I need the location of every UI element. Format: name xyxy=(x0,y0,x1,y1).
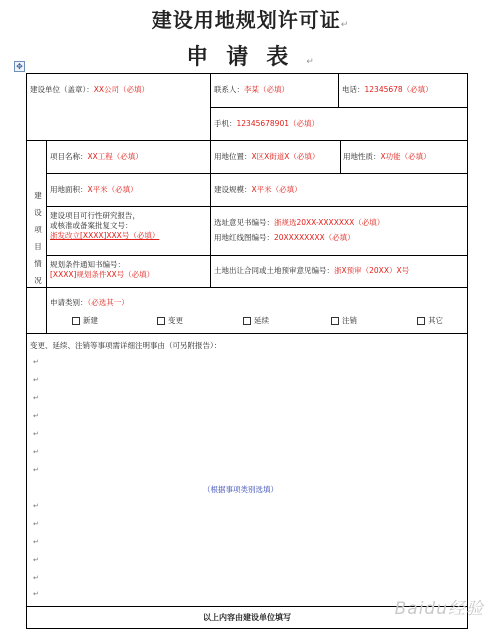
contact-label: 联系人： xyxy=(214,85,244,94)
row-divider xyxy=(26,287,468,288)
redline-map-label: 用地红线图编号： xyxy=(214,233,274,242)
side-char: 情 xyxy=(34,259,42,268)
application-type-label: 申请类别： xyxy=(50,298,88,307)
feasibility-label-line2: 或核准或备案批复文号： xyxy=(50,221,133,230)
planning-notice-label: 规划条件通知书编号： xyxy=(50,260,125,269)
phone-field xyxy=(342,85,433,95)
land-area-field xyxy=(50,185,138,195)
option-cancel[interactable]: 注销 xyxy=(331,316,357,326)
applicant-label: 建设单位（盖章）： xyxy=(30,85,94,94)
checkbox-cancel[interactable] xyxy=(331,317,339,325)
location-value[interactable]: X区X街道X（必填） xyxy=(251,152,320,161)
feasibility-report-field xyxy=(50,211,159,241)
application-type-field xyxy=(50,298,129,308)
phone-label: 电话： xyxy=(342,85,365,94)
mobile-field xyxy=(214,119,319,129)
land-area-label: 用地面积： xyxy=(50,185,88,194)
side-char: 况 xyxy=(34,276,42,285)
land-area-value[interactable]: X平米（必填） xyxy=(87,185,138,194)
col-divider xyxy=(340,140,341,173)
feasibility-value[interactable]: 浙发改立[XXXX]XXX号（必填） xyxy=(50,231,160,240)
site-opinion-value[interactable]: 浙规选20XX-XXXXXXX（必填） xyxy=(274,218,385,227)
table-move-handle-icon[interactable]: ✥ xyxy=(14,61,25,72)
option-extend[interactable]: 延续 xyxy=(243,316,269,326)
table-border-top xyxy=(26,73,468,74)
table-border-right xyxy=(467,73,468,629)
checkbox-other[interactable] xyxy=(417,317,425,325)
checkbox-new[interactable] xyxy=(72,317,80,325)
watermark: Baidu经验 xyxy=(394,599,484,619)
site-opinion-field xyxy=(214,218,384,228)
row-divider xyxy=(46,173,468,174)
project-name-label: 项目名称： xyxy=(50,152,88,161)
row-divider xyxy=(26,333,468,334)
phone-value[interactable]: 12345678（必填） xyxy=(364,85,433,94)
applicant-value[interactable]: XX公司（必填） xyxy=(93,85,150,94)
project-name-field xyxy=(50,152,143,162)
build-scale-value[interactable]: X平米（必填） xyxy=(251,185,302,194)
change-reason-hint[interactable]: （根据事项类别选填） xyxy=(203,485,278,494)
row-divider xyxy=(26,140,468,141)
side-char: 建 xyxy=(34,191,42,200)
table-border-left xyxy=(26,73,27,629)
document-title: 建设用地规划许可证↵ xyxy=(151,8,349,32)
checkbox-extend[interactable] xyxy=(243,317,251,325)
col-divider xyxy=(210,73,211,287)
contact-value[interactable]: 李某（必填） xyxy=(244,85,289,94)
mobile-label: 手机： xyxy=(214,119,237,128)
checkbox-change[interactable] xyxy=(157,317,165,325)
feasibility-label-line1: 建设项目可行性研究报告， xyxy=(50,211,140,220)
land-nature-field xyxy=(343,152,431,162)
side-char: 设 xyxy=(34,208,42,217)
option-change[interactable]: 变更 xyxy=(157,316,183,326)
redline-map-field xyxy=(214,233,355,243)
row-divider xyxy=(46,206,468,207)
planning-notice-field xyxy=(50,260,154,280)
change-reason-label: 变更、延续、注销等事项需详细注明事由（可另附报告）： xyxy=(30,341,222,350)
land-transfer-field xyxy=(214,266,409,276)
land-transfer-value[interactable]: 浙X预审（20XX）X号 xyxy=(334,266,410,275)
site-opinion-label: 选址意见书编号： xyxy=(214,218,274,227)
side-char: 项 xyxy=(34,225,42,234)
build-scale-field xyxy=(214,185,302,195)
build-scale-label: 建设规模： xyxy=(214,185,252,194)
application-type-hint: （必选其一） xyxy=(87,298,129,307)
option-new[interactable]: 新建 xyxy=(72,316,98,326)
footer-note: 以上内容由建设单位填写 xyxy=(203,613,291,622)
land-nature-label: 用地性质： xyxy=(343,152,381,161)
document-subtitle: 申请表↵ xyxy=(186,44,314,70)
col-divider xyxy=(46,140,47,333)
side-char: 目 xyxy=(34,242,42,251)
row-divider xyxy=(210,107,468,108)
col-divider xyxy=(338,73,339,107)
option-other[interactable]: 其它 xyxy=(417,316,443,326)
location-label: 用地位置： xyxy=(214,152,252,161)
applicant-field xyxy=(30,85,149,95)
redline-map-value[interactable]: 20XXXXXXXX（必填） xyxy=(274,233,355,242)
row-divider xyxy=(46,255,468,256)
land-nature-value[interactable]: X功能（必填） xyxy=(380,152,431,161)
mobile-value[interactable]: 12345678901（必填） xyxy=(236,119,319,128)
project-name-value[interactable]: XX工程（必填） xyxy=(87,152,143,161)
location-field xyxy=(214,152,319,162)
planning-notice-value[interactable]: [XXXX]规划条件XX号（必填） xyxy=(50,270,155,279)
contact-field xyxy=(214,85,289,95)
land-transfer-label: 土地出让合同或土地预审意见编号： xyxy=(214,266,334,275)
